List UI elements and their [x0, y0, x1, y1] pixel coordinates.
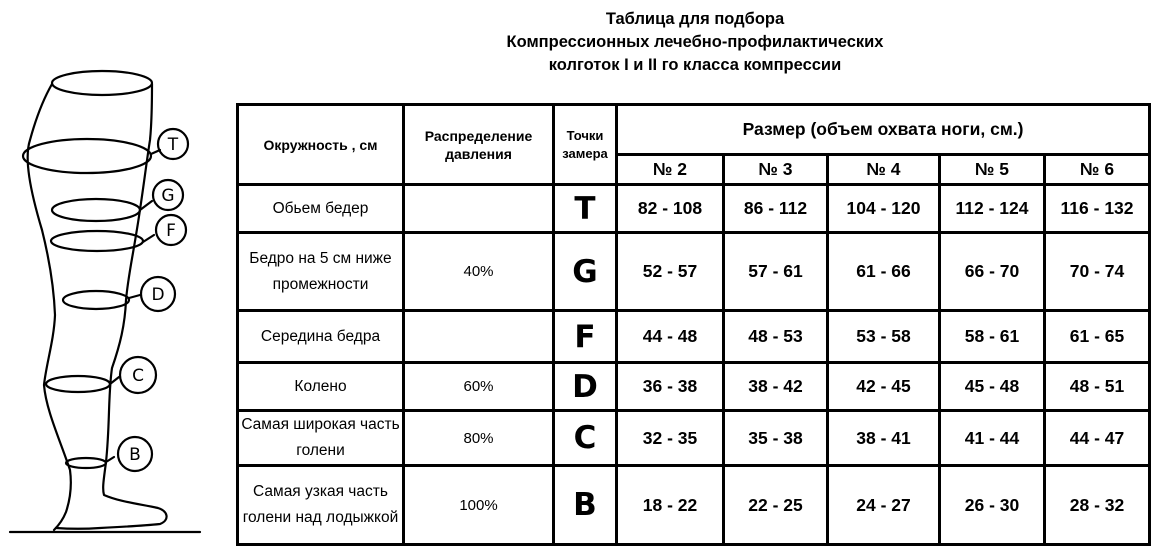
size-value: 38 - 41 — [828, 411, 940, 466]
size-value: 42 - 45 — [828, 363, 940, 411]
callout-F: F — [166, 221, 176, 241]
size-value: 53 - 58 — [828, 311, 940, 363]
ring-C — [46, 376, 110, 392]
size-value: 104 - 120 — [828, 185, 940, 233]
size-value: 86 - 112 — [724, 185, 828, 233]
row-name: Самая широкая часть голени — [238, 411, 404, 466]
callout-B: B — [129, 445, 141, 465]
row-point: B — [554, 466, 617, 545]
ring-D — [63, 291, 129, 309]
size-value: 58 - 61 — [940, 311, 1045, 363]
size-header: № 3 — [724, 155, 828, 185]
row-point: C — [554, 411, 617, 466]
size-value: 48 - 53 — [724, 311, 828, 363]
size-value: 28 - 32 — [1045, 466, 1150, 545]
row-name: Бедро на 5 см ниже промежности — [238, 233, 404, 311]
header-points: Точки замера — [554, 105, 617, 185]
title-line-1: Таблица для подбора — [605, 10, 785, 28]
table-row — [238, 233, 1150, 311]
ring-B — [66, 458, 106, 468]
row-point: D — [554, 363, 617, 411]
size-value: 61 - 66 — [828, 233, 940, 311]
row-pressure: 40% — [404, 233, 554, 311]
ring-G — [52, 199, 140, 221]
size-value: 48 - 51 — [1045, 363, 1150, 411]
row-name: Колено — [238, 363, 404, 411]
leg-back-contour — [28, 84, 71, 530]
header-pressure: Распределение давления — [404, 105, 554, 185]
row-pressure: 100% — [404, 466, 554, 545]
size-value: 26 - 30 — [940, 466, 1045, 545]
size-value: 57 - 61 — [724, 233, 828, 311]
row-point: F — [554, 311, 617, 363]
row-name: Середина бедра — [238, 311, 404, 363]
size-value: 112 - 124 — [940, 185, 1045, 233]
size-header: № 4 — [828, 155, 940, 185]
leg-diagram — [0, 62, 230, 552]
table-row — [238, 311, 1150, 363]
size-value: 66 - 70 — [940, 233, 1045, 311]
title-line-3: колготок I и II го класса компрессии — [548, 56, 842, 74]
row-pressure — [404, 311, 554, 363]
size-value: 45 - 48 — [940, 363, 1045, 411]
size-value: 35 - 38 — [724, 411, 828, 466]
table-row — [238, 466, 1150, 545]
size-value: 38 - 42 — [724, 363, 828, 411]
size-header: № 2 — [617, 155, 724, 185]
title-line-2: Компрессионных лечебно-профилактических — [506, 33, 884, 51]
size-table — [236, 103, 1151, 546]
row-pressure: 80% — [404, 411, 554, 466]
size-value: 116 - 132 — [1045, 185, 1150, 233]
size-value: 44 - 48 — [617, 311, 724, 363]
row-name: Самая узкая часть голени над лодыжкой — [238, 466, 404, 545]
size-value: 82 - 108 — [617, 185, 724, 233]
header-circumference: Окружность , см — [238, 105, 404, 185]
callout-C: C — [132, 366, 144, 386]
size-value: 18 - 22 — [617, 466, 724, 545]
table-row — [238, 363, 1150, 411]
table-row — [238, 185, 1150, 233]
callout-D: D — [151, 285, 165, 305]
waist-outline — [52, 71, 152, 95]
row-pressure: 60% — [404, 363, 554, 411]
header-row-1 — [238, 105, 1150, 155]
size-value: 70 - 74 — [1045, 233, 1150, 311]
callout-T: T — [167, 135, 179, 155]
ring-F — [51, 231, 143, 251]
size-value: 41 - 44 — [940, 411, 1045, 466]
size-value: 52 - 57 — [617, 233, 724, 311]
callout-G: G — [161, 186, 175, 206]
size-value: 44 - 47 — [1045, 411, 1150, 466]
size-value: 32 - 35 — [617, 411, 724, 466]
chart-title — [380, 8, 1010, 77]
row-pressure — [404, 185, 554, 233]
size-value: 24 - 27 — [828, 466, 940, 545]
size-value: 22 - 25 — [724, 466, 828, 545]
row-name: Обьем бедер — [238, 185, 404, 233]
size-value: 61 - 65 — [1045, 311, 1150, 363]
size-header: № 6 — [1045, 155, 1150, 185]
size-header: № 5 — [940, 155, 1045, 185]
header-size: Размер (объем охвата ноги, см.) — [617, 105, 1150, 155]
row-point: T — [554, 185, 617, 233]
size-value: 36 - 38 — [617, 363, 724, 411]
row-point: G — [554, 233, 617, 311]
ring-T — [23, 139, 151, 173]
table-row — [238, 411, 1150, 466]
